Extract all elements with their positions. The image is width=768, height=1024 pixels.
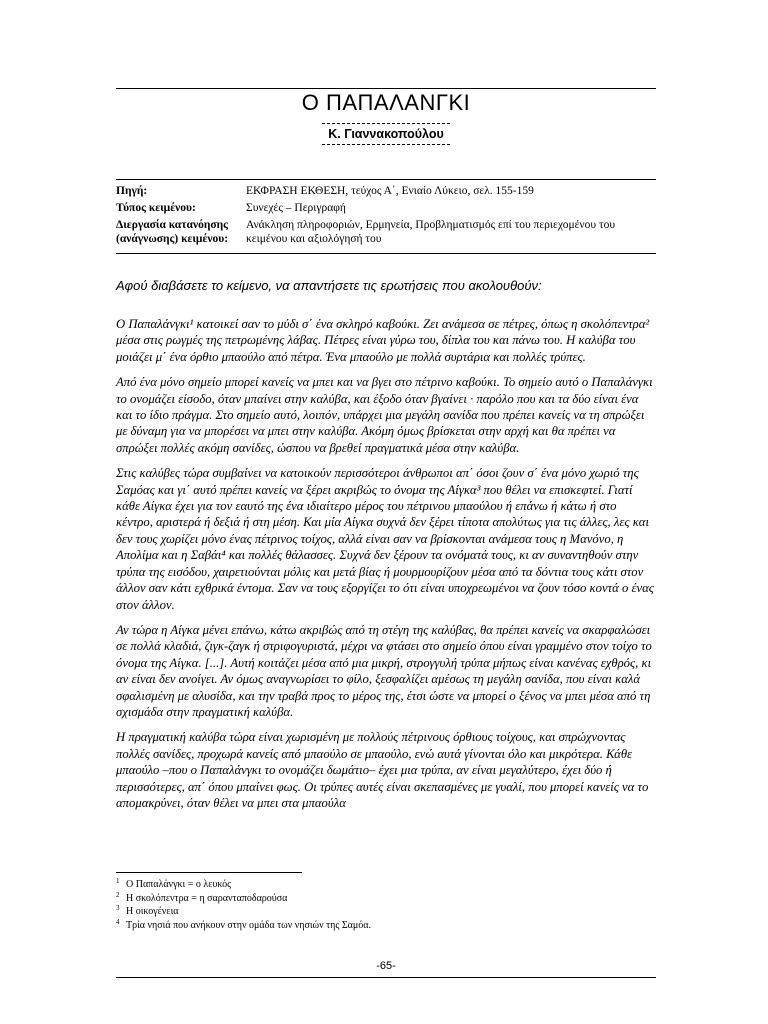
footnote-number: 4 bbox=[116, 917, 120, 926]
footnote bbox=[116, 905, 656, 919]
page-title: Ο ΠΑΠΑΛΑΝΓΚΙ bbox=[301, 90, 471, 115]
paragraph: Η πραγματική καλύβα τώρα είναι χωρισμένη με πολλούς πέτρινους όρθιους τοίχους, και σπρώχνοντας πολλές σανίδες, προχωρά κανείς από μπαούλο σε μπαούλο, ενώ αυτά γίνονται όλο και μικρότερα. Κάθε μπαούλο –που ο Παπαλάνγκι το ονομάζει δωμάτιο– έχει μια τρύπα, αν είναι μεγαλύτερο, έχει δύο ή περισσότερες, απ΄ όπου μπαίνει φως. Οι τρύπες αυτές είναι σκεπασμένες με γυαλί, που μπορεί κανείς να το απομακρύνει, όταν θέλει να μπει στα μπαούλα bbox=[116, 730, 649, 810]
bottom-divider bbox=[116, 977, 656, 978]
paragraph: Αν τώρα η Αίγκα μένει επάνω, κάτω ακριβώς από τη στέγη της καλύβας, θα πρέπει κανείς να σκαρφαλώσει σε πολλά κλαδιά, ζιγκ-ζαγκ ή στριφογυριστά, μέχρι να φτάσει στο σημείο όπου είναι γραμμένο στον τοίχο το όνομα της Αίγκα. [...]. Αυτή κοιτάζει μέσα από μια μικρή, στρογγυλή τρύπα μήπως είναι κανένας εχθρός, κι αν είναι δεν ανοίγει. Αν όμως αναγνωρίσει το φίλο, ξεσφαλίζει αμέσως τη μεγάλη σανίδα, που είναι καλά σφαλισμένη με αλυσίδα, και την τραβά προς το μέρος της, έτσι ώστε να μπορεί ο ξένος να μπει μέσα από τη σχισμάδα στην πραγματική καλύβα. bbox=[116, 622, 652, 719]
author-name: Κ. Γιαννακοπούλου bbox=[322, 123, 450, 145]
metadata-label: Διεργασία κατανόησης (ανάγνωσης) κειμένου: bbox=[116, 219, 229, 245]
footnote bbox=[116, 878, 656, 892]
top-divider bbox=[116, 88, 656, 89]
metadata-label: Πηγή: bbox=[116, 185, 148, 197]
document-page bbox=[116, 0, 656, 1024]
footnote-number: 2 bbox=[116, 890, 120, 899]
page-number: -65- bbox=[376, 960, 396, 972]
footnote-text: Η σκολόπεντρα = η σαρανταποδαρούσα bbox=[126, 892, 288, 904]
metadata-row-type bbox=[116, 201, 656, 215]
footnote-text: Η οικογένεια bbox=[126, 906, 179, 917]
footnote-number: 3 bbox=[116, 904, 120, 912]
footnote-text: Τρία νησιά που ανήκουν στην ομάδα των νησιών της Σαμόα. bbox=[126, 919, 372, 931]
footnote-number: 1 bbox=[116, 877, 120, 885]
footnote bbox=[116, 892, 656, 906]
body-text bbox=[116, 316, 656, 820]
metadata-row-process bbox=[116, 218, 656, 246]
paragraph: Στις καλύβες τώρα συμβαίνει να κατοικούν περισσότεροι άνθρωποι απ΄ όσοι ζουν σ΄ ένα μόνο χωριό της Σαμόας και γι΄ αυτό πρέπει κανείς να ξέρει ακριβώς το όνομα της Αίγκα³ που θέλει να επισκεφτεί. Γιατί κάθε Αίγκα έχει για τον εαυτό της ένα ιδιαίτερο μέρος του πέτρινου μπαούλου ή επάνω ή κάτω ή στο κέντρο, αριστερά ή δεξιά ή στη μέση. Και μία Αίγκα συχνά δεν ξέρει τίποτα απολύτως για τις άλλες, λες και δεν τους χωρίζει μόνο ένας πέτρινος τοίχος, αλλά είναι σαν να βρίσκονται ανάμεσα τους η Μανόνο, η Απολίμα και η Σαβάι⁴ και πολλές θάλασσες. Συχνά δεν ξέρουν τα ονόματά τους, κι αν συναντηθούν στην τρύπα της εισόδου, χαιρετιούνται μόλις και μετά βίας ή μουρμουρίζουν μέσα από τα δόντια τους κάτι στον άλλον σαν κάτι εχθρικά έντομα. Σαν να τους εξοργίζει το ότι είναι υποχρεωμένοι να ζουν τόσο κοντά ο ένας στον άλλον. bbox=[116, 466, 654, 612]
metadata-label: Τύπος κειμένου: bbox=[116, 202, 196, 214]
footnotes bbox=[116, 878, 656, 932]
metadata-value: Συνεχές – Περιγραφή bbox=[246, 202, 346, 214]
footnote-divider bbox=[116, 872, 302, 873]
paragraph: Ο Παπαλάνγκι¹ κατοικεί σαν το μύδι σ΄ ένα σκληρό καβούκι. Ζει ανάμεσα σε πέτρες, όπως η σκολόπεντρα² μέσα στις ρωγμές της πετρωμένης λάβας. Πέτρες είναι γύρω του, δίπλα του και πάνω του. Η καλύβα του μοιάζει μ΄ ένα όρθιο μπαούλο από πέτρα. Ένα μπαούλο με πολλά συρτάρια και πολλές τρύπες. bbox=[116, 317, 650, 364]
paragraph: Από ένα μόνο σημείο μπορεί κανείς να μπει και να βγει στο πέτρινο καβούκι. Το σημείο αυτό ο Παπαλάνγκι το ονομάζει είσοδο, όταν μπαίνει στην καλύβα, και έξοδο όταν βγαίνει · παρόλο που και τα δύο είναι ένα και το ίδιο πράγμα. Στο σημείο αυτό, λοιπόν, υπάρχει μια μεγάλη σανίδα που πρέπει κανείς να τη σπρώξει με δύναμη για να μπορέσει να μπει στην καλύβα. Ακόμη όμως βρίσκεται στην αρχή και θα πρέπει να σπρώξει πολλές ακόμη σανίδες, ώσπου να βρεθεί πραγματικά μέσα στην καλύβα. bbox=[116, 375, 653, 455]
footnote bbox=[116, 919, 656, 933]
instruction-text: Αφού διαβάσετε το κείμενο, να απαντήσετε τις ερωτήσεις που ακολουθούν: bbox=[116, 278, 542, 293]
metadata-row-source bbox=[116, 184, 656, 198]
footnote-text: Ο Παπαλάνγκι = ο λευκός bbox=[126, 879, 232, 890]
metadata-value: Ανάκληση πληροφοριών, Ερμηνεία, Προβληματισμός επί του περιεχομένου του κειμένου και αξιολόγησή του bbox=[246, 219, 616, 245]
author-block bbox=[116, 123, 656, 145]
metadata-value: ΕΚΦΡΑΣΗ ΕΚΘΕΣΗ, τεύχος Α΄, Ενιαίο Λύκειο, σελ. 155-159 bbox=[246, 185, 534, 197]
metadata-table bbox=[116, 179, 656, 254]
